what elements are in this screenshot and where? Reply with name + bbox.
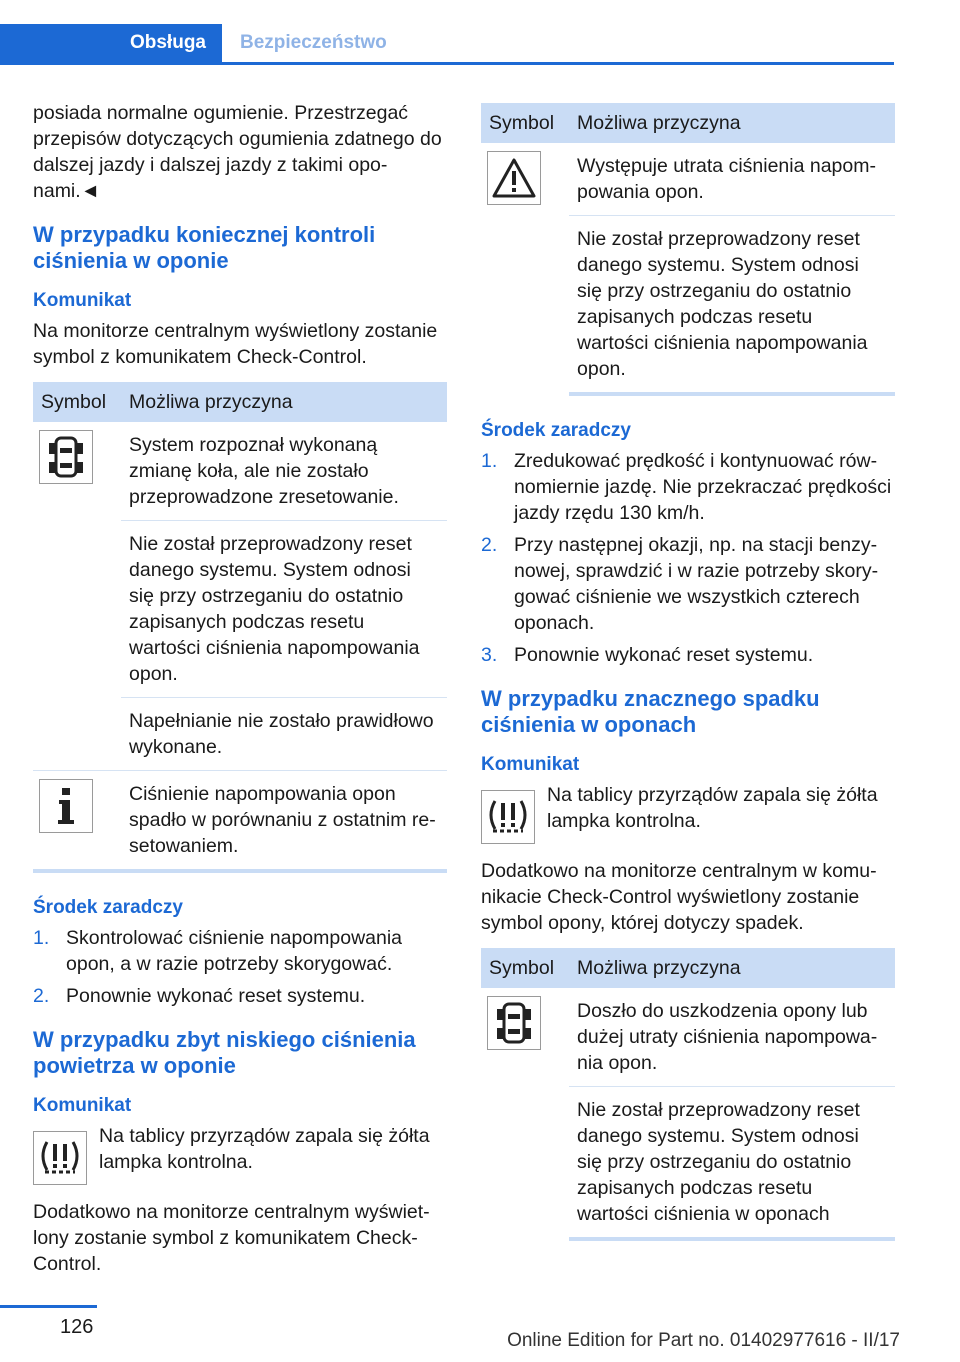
cause-text: Nie został przeprowadzony reset danego systemu. System odnosi się przy ostrzeganiu do ostatnio zapisanych podczas resetu wartości ciśnienia napompowania opon. — [569, 216, 895, 395]
tab-bezpieczenstwo[interactable]: Bezpieczeństwo — [240, 32, 387, 53]
col-header-cause: Możliwa przyczyna — [569, 103, 895, 143]
cause-text: Ciśnienie napompowania opon spadło w porównaniu z ostatnim resetowaniem. — [121, 771, 447, 872]
symbol-cell — [33, 422, 121, 771]
section-title-znaczny-spadek: W przypadku znacznego spadku ciśnienia w oponach — [481, 686, 820, 737]
header-tabbar — [0, 24, 894, 65]
edition-label: Online Edition for Part no. 01402977616 - II/17 — [507, 1330, 900, 1351]
lamp-text: Na tablicy przyrządów zapala się żółta lampka kontrolna. — [99, 1125, 430, 1173]
cause-text: Doszło do uszkodzenia opony lub dużej utraty ciśnienia napompowania opon. — [577, 1000, 878, 1074]
cause-text: Nie został przeprowadzony reset danego systemu. System odnosi się przy ostrzeganiu do ostatnio zapisanych podczas resetu wartości ciśnienia w oponach — [569, 1087, 895, 1240]
right-column — [481, 100, 895, 1263]
col-header-symbol: Symbol — [481, 103, 569, 143]
footer-rule — [0, 1305, 97, 1308]
cause-text: Napełnianie nie zostało prawidłowo wykonane. — [121, 698, 447, 771]
cause-text: System rozpoznał wykonaną zmianę koła, ale nie zostało przeprowadzone zresetowanie. — [129, 434, 399, 508]
tire-car-icon — [487, 996, 541, 1050]
komunikat-heading: Komunikat — [481, 754, 580, 775]
symbol-table-kontrola — [33, 382, 447, 873]
tab-obsluga[interactable]: Obsługa — [0, 24, 222, 62]
tire-pressure-warning-icon — [33, 1131, 87, 1185]
section-title-kontrola: W przypadku koniecznej kontroli ciśnienia w oponie — [33, 222, 376, 273]
tire-car-icon — [39, 430, 93, 484]
list-item: 2. Przy następnej okazji, np. na stacji benzynowej, sprawdzić i w razie potrzeby skorygować ciśnienie we wszystkich czterech oponach. — [481, 534, 879, 634]
extra-text: Dodatkowo na monitorze centralnym w komunikacie Check-Control wyświetlony zostanie symbol opony, której dotyczy spadek. — [481, 860, 877, 934]
komunikat-heading: Komunikat — [33, 1095, 132, 1116]
left-column — [33, 100, 447, 1289]
symbol-table-spadek — [481, 103, 895, 396]
komunikat-text: Na monitorze centralnym wyświetlony zostanie symbol z komunikatem Check-Control. — [33, 320, 438, 368]
cause-text: Nie został przeprowadzony reset danego systemu. System odnosi się przy ostrzeganiu do ostatnio zapisanych podczas resetu wartości ciśnienia napompowania opon. — [121, 521, 447, 698]
symbol-table-uszkodzenie — [481, 948, 895, 1241]
remedy-steps — [481, 448, 895, 668]
extra-text: Dodatkowo na monitorze centralnym wyświetlony zostanie symbol z komunikatem Check-Control. — [33, 1201, 430, 1275]
remedy-heading: Środek zaradczy — [33, 897, 183, 918]
section-title-niskie-cisnienie: W przypadku zbyt niskiego ciśnienia powietrza w oponie — [33, 1027, 416, 1078]
list-item: 3. Ponownie wykonać reset systemu. — [481, 644, 814, 666]
page-number: 126 — [60, 1316, 94, 1338]
symbol-cell — [481, 988, 569, 1239]
symbol-cell — [33, 771, 121, 872]
col-header-symbol: Symbol — [481, 948, 569, 988]
remedy-steps — [33, 925, 447, 1009]
info-icon — [39, 779, 93, 833]
list-item: 1. Zredukować prędkość i kontynuować równomiernie jazdę. Nie przekraczać prędkości jazdy rzędu 130 km/h. — [481, 450, 892, 524]
warning-lamp-block — [33, 1123, 447, 1185]
tire-pressure-warning-icon — [481, 790, 535, 844]
col-header-cause: Możliwa przyczyna — [121, 382, 447, 422]
col-header-cause: Możliwa przyczyna — [569, 948, 895, 988]
komunikat-heading: Komunikat — [33, 290, 132, 311]
warning-lamp-block — [481, 782, 895, 844]
lamp-text: Na tablicy przyrządów zapala się żółta lampka kontrolna. — [547, 784, 878, 832]
list-item: 1. Skontrolować ciśnienie napompowania opon, a w razie potrzeby skorygować. — [33, 927, 403, 975]
intro-paragraph: posiada normalne ogumienie. Przestrzegać przepisów dotyczących ogumienia zdatnego do dalszej jazdy i dalszej jazdy z takimi oponami.◄ — [33, 102, 442, 202]
remedy-heading: Środek zaradczy — [481, 420, 631, 441]
col-header-symbol: Symbol — [33, 382, 121, 422]
list-item: 2. Ponownie wykonać reset systemu. — [33, 985, 366, 1007]
symbol-cell — [481, 143, 569, 394]
warning-triangle-icon — [487, 151, 541, 205]
cause-text: Występuje utrata ciśnienia napompowania opon. — [577, 155, 876, 203]
